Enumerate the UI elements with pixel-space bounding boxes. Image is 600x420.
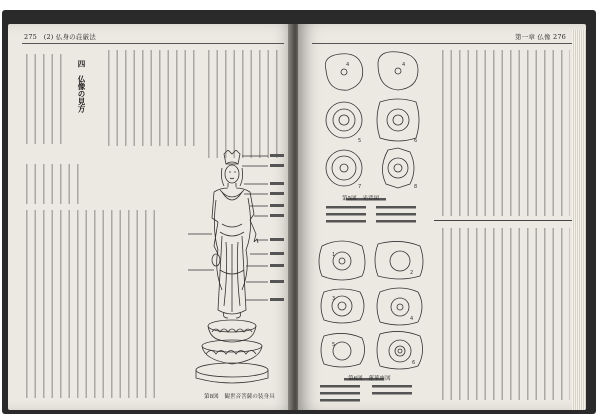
text-block-mid-left: [22, 164, 82, 204]
text-block-lower-left: [22, 210, 160, 398]
text-block-top-right: [204, 50, 282, 158]
svg-text:5: 5: [332, 342, 336, 348]
svg-text:8: 8: [414, 184, 418, 190]
text-block-top-center: [104, 50, 196, 146]
svg-text:4: 4: [346, 62, 350, 68]
svg-text:4: 4: [410, 316, 414, 322]
header-rule: [22, 43, 284, 44]
open-book: [2, 10, 596, 414]
svg-text:1: 1: [332, 252, 336, 258]
bodhisattva-figure-illustration: [184, 150, 288, 388]
section-divider: [434, 220, 574, 221]
right-running-header: 第一章 仏像 276: [514, 33, 566, 41]
left-running-header: 275 (2) 仏身の荘厳法: [24, 33, 96, 41]
text-block-right-lower: [438, 228, 570, 400]
header-rule: [312, 43, 574, 44]
left-figure-caption: 第8図 観世音菩薩の装身具: [204, 394, 275, 400]
svg-text:3: 3: [332, 296, 336, 302]
upper-figure-caption: 第5図 光背図: [342, 196, 380, 202]
text-block-top-left: [22, 54, 62, 144]
section-heading: 四 仏像の見方: [77, 60, 86, 113]
svg-text:7: 7: [358, 184, 362, 190]
svg-text:6: 6: [414, 138, 418, 144]
svg-text:5: 5: [358, 138, 362, 144]
svg-text:6: 6: [412, 360, 416, 366]
right-page: [298, 24, 586, 410]
svg-text:2: 2: [410, 270, 414, 276]
lower-figure-caption: 第6図 蓮華座図: [348, 376, 391, 382]
page-edges: [572, 30, 586, 410]
left-page: [8, 24, 296, 410]
text-block-right-upper: [438, 50, 570, 216]
svg-text:4: 4: [402, 62, 406, 68]
